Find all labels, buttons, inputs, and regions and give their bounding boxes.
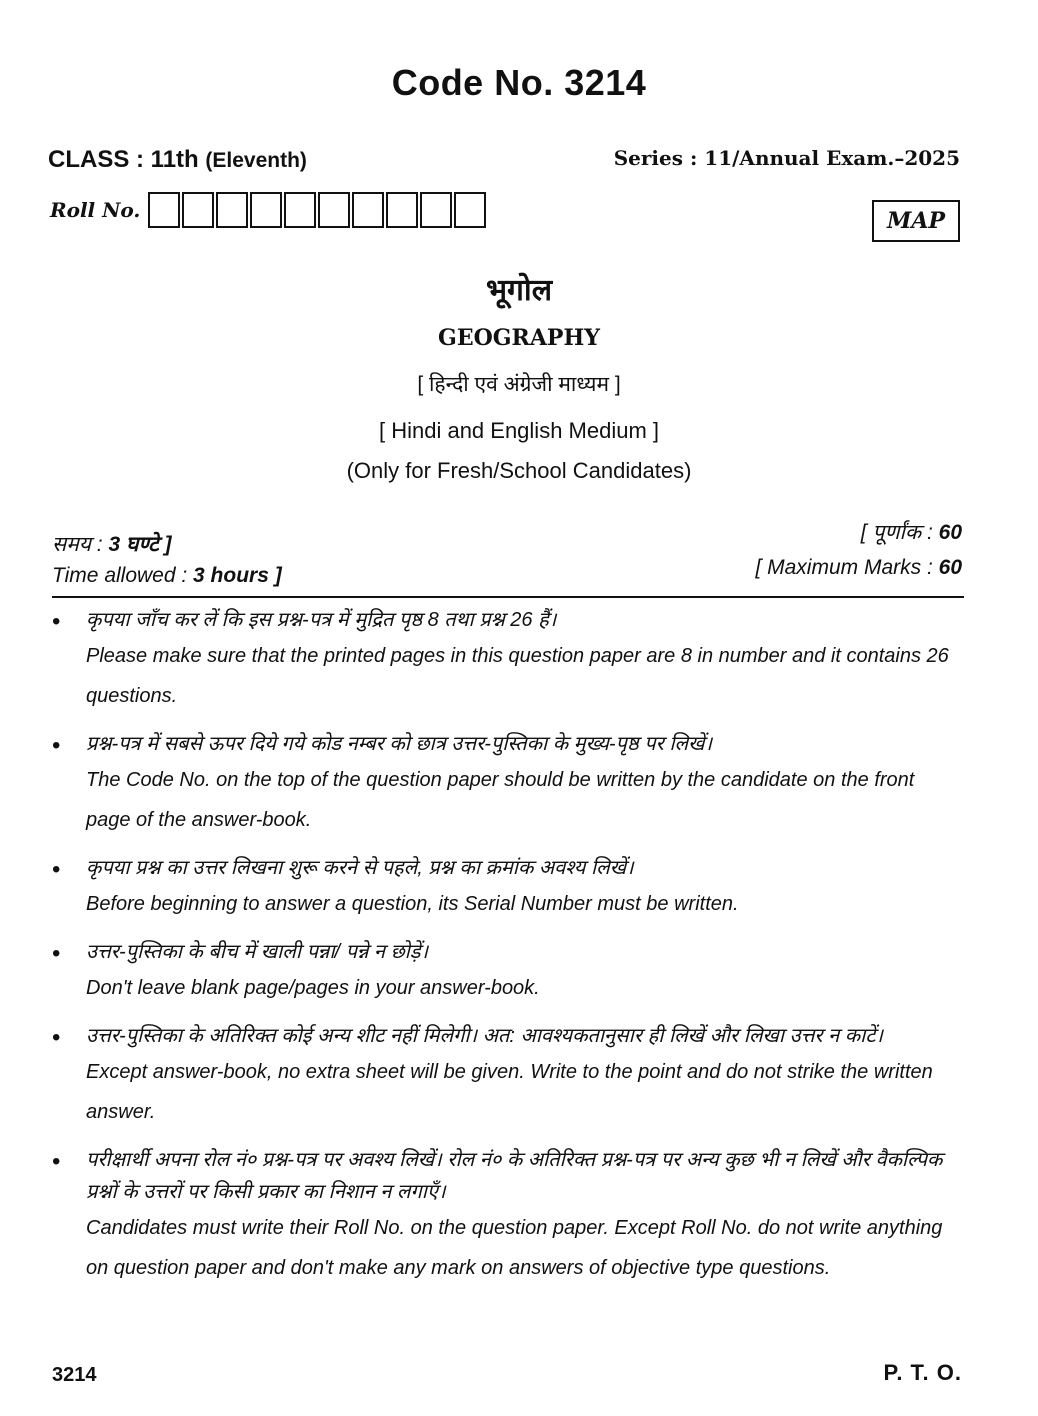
roll-number-box bbox=[250, 192, 282, 228]
medium-hindi: [ हिन्दी एवं अंग्रेजी माध्यम ] bbox=[417, 373, 621, 396]
bullet-icon: • bbox=[52, 1024, 61, 1051]
instruction-hindi: कृपया प्रश्न का उत्तर लिखना शुरू करने से पहले, प्रश्न का क्रमांक अवश्य लिखें। bbox=[86, 857, 634, 879]
roll-number-box bbox=[420, 192, 452, 228]
marks-hindi-label: [ पूर्णांक : bbox=[860, 521, 939, 544]
bullet-icon: • bbox=[52, 608, 61, 635]
bullet-icon: • bbox=[52, 1148, 61, 1175]
roll-number-box bbox=[148, 192, 180, 228]
bullet-icon: • bbox=[52, 856, 61, 883]
time-hindi bbox=[52, 530, 172, 558]
marks-english-value: 60 bbox=[938, 556, 962, 579]
subject-english: GEOGRAPHY bbox=[438, 325, 600, 351]
instruction-english: Please make sure that the printed pages in this question paper are 8 in number and it contains 26 questions. bbox=[86, 645, 949, 707]
time-english-label: Time allowed : bbox=[52, 564, 194, 587]
roll-number-box bbox=[318, 192, 350, 228]
instruction-hindi: उत्तर-पुस्तिका के अतिरिक्त कोई अन्य शीट नहीं मिलेगी। अत: आवश्यकतानुसार ही लिखें और लिखा उत्तर न काटें। bbox=[86, 1025, 884, 1047]
roll-number-box bbox=[454, 192, 486, 228]
code-title: Code No. 3214 bbox=[391, 62, 647, 103]
roll-number-boxes bbox=[148, 192, 488, 228]
marks-hindi-value: 60 bbox=[938, 521, 962, 544]
marks-hindi bbox=[861, 518, 962, 546]
instruction-item bbox=[52, 604, 964, 716]
marks-english bbox=[755, 556, 962, 580]
instruction-item bbox=[52, 936, 964, 1008]
candidates-note: (Only for Fresh/School Candidates) bbox=[346, 458, 692, 483]
roll-number-box bbox=[284, 192, 316, 228]
instruction-item bbox=[52, 728, 964, 840]
instruction-english: The Code No. on the top of the question paper should be written by the candidate on the front page of the answer-book. bbox=[86, 769, 915, 831]
instructions-list bbox=[52, 604, 964, 1300]
time-english bbox=[52, 564, 282, 588]
time-english-value: 3 hours ] bbox=[193, 564, 282, 587]
instruction-hindi: परीक्षार्थी अपना रोल नं० प्रश्न-पत्र पर अवश्य लिखें। रोल नं० के अतिरिक्त प्रश्न-पत्र पर अन्य कुछ भी न लिखें और वैकल्पिक प्रश्नों के उत्तरों पर किसी प्रकार का निशान न लगाएँ। bbox=[86, 1149, 943, 1203]
roll-number-box bbox=[216, 192, 248, 228]
instruction-english: Before beginning to answer a question, its Serial Number must be written. bbox=[86, 893, 739, 915]
time-hindi-label: समय : bbox=[52, 533, 109, 556]
divider bbox=[52, 596, 964, 598]
series-label: Series : 11/Annual Exam.–2025 bbox=[613, 146, 960, 170]
instruction-hindi: उत्तर-पुस्तिका के बीच में खाली पन्ना/ पन्ने न छोड़ें। bbox=[86, 941, 429, 963]
roll-label: Roll No. bbox=[50, 198, 141, 222]
roll-number-box bbox=[182, 192, 214, 228]
instruction-hindi: कृपया जाँच कर लें कि इस प्रश्न-पत्र में मुद्रित पृष्ठ 8 तथा प्रश्न 26 हैं। bbox=[86, 609, 557, 631]
instruction-english: Candidates must write their Roll No. on the question paper. Except Roll No. do not write anything on question paper and don't make any mark on answers of objective type questions. bbox=[86, 1217, 943, 1279]
instruction-item bbox=[52, 1144, 964, 1288]
instruction-item bbox=[52, 852, 964, 924]
roll-number-box bbox=[352, 192, 384, 228]
bullet-icon: • bbox=[52, 732, 61, 759]
map-badge: MAP bbox=[872, 200, 960, 242]
instruction-english: Except answer-book, no extra sheet will be given. Write to the point and do not strike the written answer. bbox=[86, 1061, 933, 1123]
roll-number-box bbox=[386, 192, 418, 228]
class-label: CLASS : 11th bbox=[48, 146, 199, 173]
subject-hindi: भूगोल bbox=[485, 274, 553, 307]
class-sub: (Eleventh) bbox=[205, 149, 307, 172]
medium-english: [ Hindi and English Medium ] bbox=[378, 418, 660, 443]
time-hindi-value: 3 घण्टे ] bbox=[108, 533, 172, 556]
marks-english-label: [ Maximum Marks : bbox=[755, 556, 939, 579]
class-line bbox=[48, 146, 307, 174]
bullet-icon: • bbox=[52, 940, 61, 967]
pto-label: P. T. O. bbox=[883, 1360, 962, 1385]
instruction-hindi: प्रश्न-पत्र में सबसे ऊपर दिये गये कोड नम्बर को छात्र उत्तर-पुस्तिका के मुख्य-पृष्ठ पर लिखें। bbox=[86, 733, 713, 755]
instruction-item bbox=[52, 1020, 964, 1132]
instruction-english: Don't leave blank page/pages in your answer-book. bbox=[86, 977, 540, 999]
footer-code: 3214 bbox=[52, 1364, 97, 1386]
roll-number-row bbox=[50, 192, 488, 228]
